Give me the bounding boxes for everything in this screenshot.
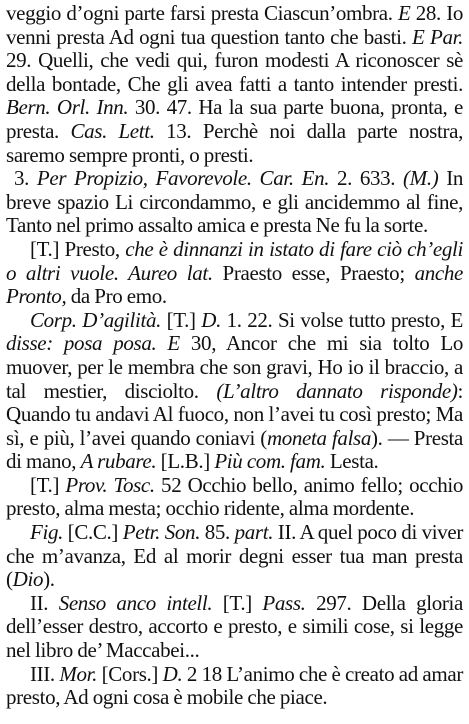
text-segment (156, 331, 167, 355)
italic-text-segment: Fig. (30, 520, 64, 545)
text-segment: 30, Ancor che mi sia tolto Lo muover, per le membra che son gravi, Ho io il braccio, a tal mestier, disciolto. (6, 331, 464, 403)
text-segment: II. (30, 590, 59, 615)
italic-text-segment: Prov. Tosc. (65, 472, 155, 497)
italic-text-segment: moneta falsa (266, 425, 372, 450)
text-segment: 1. 22. Si volse tutto presto, E (221, 307, 464, 332)
italic-text-segment: E (397, 1, 411, 25)
text-segment: 3. (14, 166, 37, 191)
italic-text-segment: part. (234, 520, 274, 545)
text-segment: : Quando tu andavi Al fuoco, non l’avei tu così presto; Ma sì, e più, l’avei quando coniavi ( (6, 378, 463, 450)
text-segment: veggio d’ogni parte farsi presta Ciascun’ombra. (6, 1, 398, 25)
italic-text-segment: Bern. Orl. Inn. (6, 95, 129, 120)
text-segment: Lesta. (325, 449, 379, 474)
dictionary-entry-text (6, 2, 463, 710)
text-segment: [T.] (212, 590, 263, 615)
text-segment: 29. Quelli, che vedi qui, furon modesti A riconoscer sè della bontade, Che gli avea fatti a tanto intender presti. (6, 48, 463, 96)
entry-paragraph (6, 238, 463, 309)
italic-text-segment: anche Pronto, (6, 260, 463, 309)
italic-text-segment: Cas. Lett. (70, 118, 155, 143)
italic-text-segment: Mor. (59, 661, 98, 686)
italic-text-segment: Per Propizio, Favorevole. Car. En. (36, 166, 330, 191)
text-segment: III. (30, 661, 60, 686)
text-segment: In breve spazio Li circondammo, e gli ancidemmo al fine, Tanto nel primo assalto amica e presta Ne fu la sorte. (6, 166, 463, 238)
text-segment: ). — Presta di mano, (6, 425, 463, 474)
italic-text-segment: Pass. (262, 590, 306, 615)
text-segment: 30. 47. Ha la sua parte buona, pronta, e presta. (6, 95, 463, 143)
entry-paragraph (6, 521, 463, 592)
entry-paragraph (6, 474, 463, 521)
italic-text-segment: Senso anco intell. (58, 590, 213, 615)
text-segment: [L.B.] (156, 449, 215, 474)
text-segment: [T.] (161, 307, 202, 332)
entry-paragraph (6, 2, 463, 167)
text-segment: 2 18 L’animo che è creato ad amar presto, Ad ogni cosa è mobile che piace. (6, 661, 463, 710)
text-segment: [C.C.] (63, 520, 123, 545)
text-segment: 52 Occhio bello, animo fello; occhio presto, alma mesta; occhio ridente, alma mordente. (6, 472, 463, 521)
italic-text-segment: (L’altro dannato risponde) (216, 378, 458, 403)
text-segment: [T.] Presto, (30, 236, 126, 261)
text-segment: 85. (200, 520, 235, 545)
entry-paragraph (6, 309, 463, 474)
italic-text-segment: (M.) (403, 166, 439, 191)
text-segment: 297. Della gloria dell’esser destro, accorto e presto, e simili cose, si legge nel libro de’ Maccabei... (6, 590, 464, 663)
italic-text-segment: Dio (12, 567, 44, 592)
entry-paragraph (6, 663, 463, 710)
italic-text-segment: Petr. Son. (122, 520, 201, 545)
italic-text-segment: disse: posa posa. (6, 331, 157, 356)
entry-paragraph (6, 592, 463, 663)
text-segment: [Cors.] (97, 661, 163, 686)
text-segment: 28. Io venni presta Ad ogni tua question tanto che basti. (6, 1, 463, 49)
italic-text-segment: D. (201, 307, 221, 332)
italic-text-segment: E (167, 331, 180, 356)
text-segment: ). (43, 567, 55, 592)
text-segment: II. A quel poco di viver che m’avanza, Ed al morir degni esser tua man presta ( (6, 520, 464, 592)
entry-paragraph (6, 167, 463, 238)
text-segment: 2. 633. (329, 166, 404, 191)
italic-text-segment: A rubare. (80, 449, 157, 474)
italic-text-segment: E Par. (412, 24, 464, 49)
italic-text-segment: Più com. fam. (214, 449, 326, 474)
text-segment: da Pro emo. (66, 284, 167, 309)
text-segment: Praesto esse, Praesto; (212, 260, 415, 285)
italic-text-segment: Corp. D’agilità. (30, 307, 162, 332)
text-segment: [T.] (30, 472, 66, 497)
text-segment: 13. Perchè noi dalla parte nostra, saremo sempre pronti, o presti. (6, 118, 463, 167)
italic-text-segment: che è dinnanzi in istato di fare ciò ch’egli o altri vuole. Aureo lat. (6, 236, 463, 285)
italic-text-segment: D. (162, 661, 183, 686)
